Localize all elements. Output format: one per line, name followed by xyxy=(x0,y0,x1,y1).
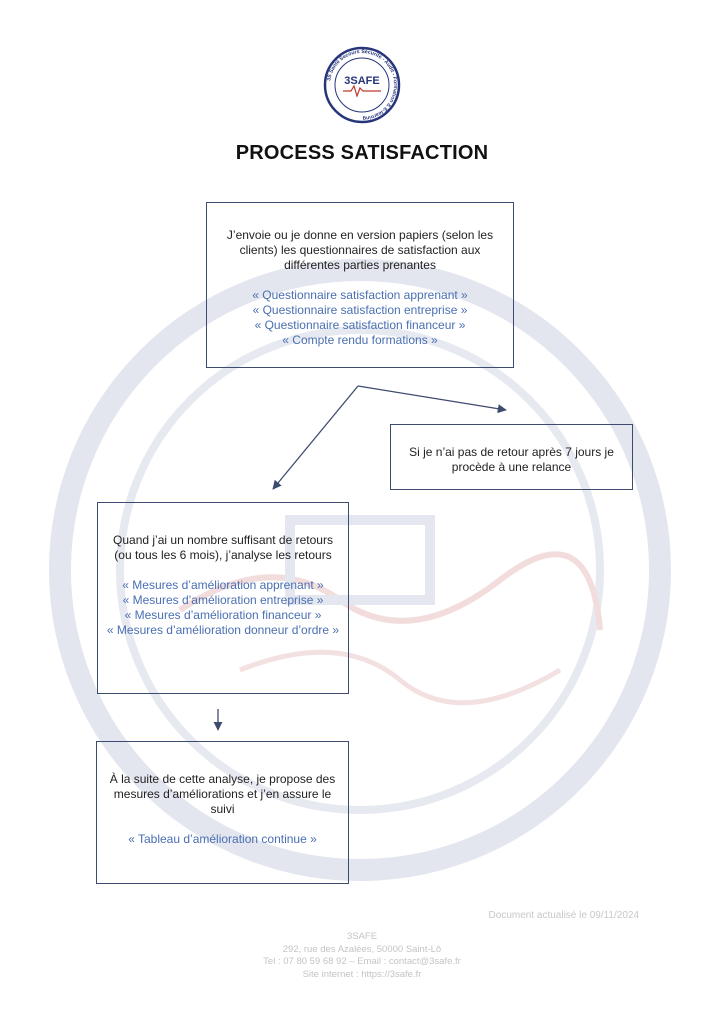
ref-questionnaire-entreprise: « Questionnaire satisfaction entreprise » xyxy=(252,303,468,317)
send-questionnaires-text: J’envoie ou je donne en version papiers (selon les clients) les questionnaires de satisfaction aux différentes parties prenantes xyxy=(226,228,494,272)
ref-compte-rendu: « Compte rendu formations » xyxy=(282,333,438,347)
footer-address: 292, rue des Azalées, 50000 Saint-Lô xyxy=(282,943,442,955)
ref-mesures-donneur-ordre: « Mesures d’amélioration donneur d’ordre » xyxy=(106,623,340,637)
send-questionnaires-refs xyxy=(217,288,503,348)
send-questionnaires-box xyxy=(206,202,514,368)
logo-ring-text: 3S Santé Secours Sécurité - Audit - Formation & E-learning xyxy=(326,48,399,122)
ref-mesures-apprenant: « Mesures d’amélioration apprenant » xyxy=(122,578,324,592)
page-title: PROCESS SATISFACTION xyxy=(235,142,489,164)
footer-company: 3SAFE xyxy=(346,931,378,942)
analyse-feedback-text: Quand j’ai un nombre suffisant de retours (ou tous les 6 mois), j’analyse les retours xyxy=(113,533,333,562)
follow-up-text: À la suite de cette analyse, je propose des mesures d’améliorations et j’en assure le suivi xyxy=(109,772,336,816)
footer-website: Site internet : https://3safe.fr xyxy=(302,968,422,980)
footer-contact: Tel : 07 80 59 68 92 – Email : contact@3safe.fr xyxy=(263,956,461,967)
analyse-feedback-refs xyxy=(106,578,340,638)
ref-mesures-entreprise: « Mesures d’amélioration entreprise » xyxy=(122,593,324,607)
follow-up-refs xyxy=(105,832,340,847)
follow-up-box xyxy=(96,741,349,884)
ref-questionnaire-financeur: « Questionnaire satisfaction financeur » xyxy=(254,318,466,332)
reminder-text: Si je n’ai pas de retour après 7 jours je procède à une relance xyxy=(409,445,614,474)
analyse-feedback-box xyxy=(97,502,349,694)
arrow-to-reminder xyxy=(358,386,506,410)
footer xyxy=(0,931,724,981)
ref-tableau-amelioration: « Tableau d’amélioration continue » xyxy=(128,832,317,846)
document-date: Document actualisé le 09/11/2024 xyxy=(488,910,639,921)
logo-brand: 3SAFE xyxy=(344,75,380,87)
company-logo xyxy=(323,46,401,124)
ref-mesures-financeur: « Mesures d’amélioration financeur » xyxy=(124,608,322,622)
ref-questionnaire-apprenant: « Questionnaire satisfaction apprenant » xyxy=(252,288,468,302)
reminder-box xyxy=(390,424,633,490)
arrow-to-analyse xyxy=(273,386,358,489)
